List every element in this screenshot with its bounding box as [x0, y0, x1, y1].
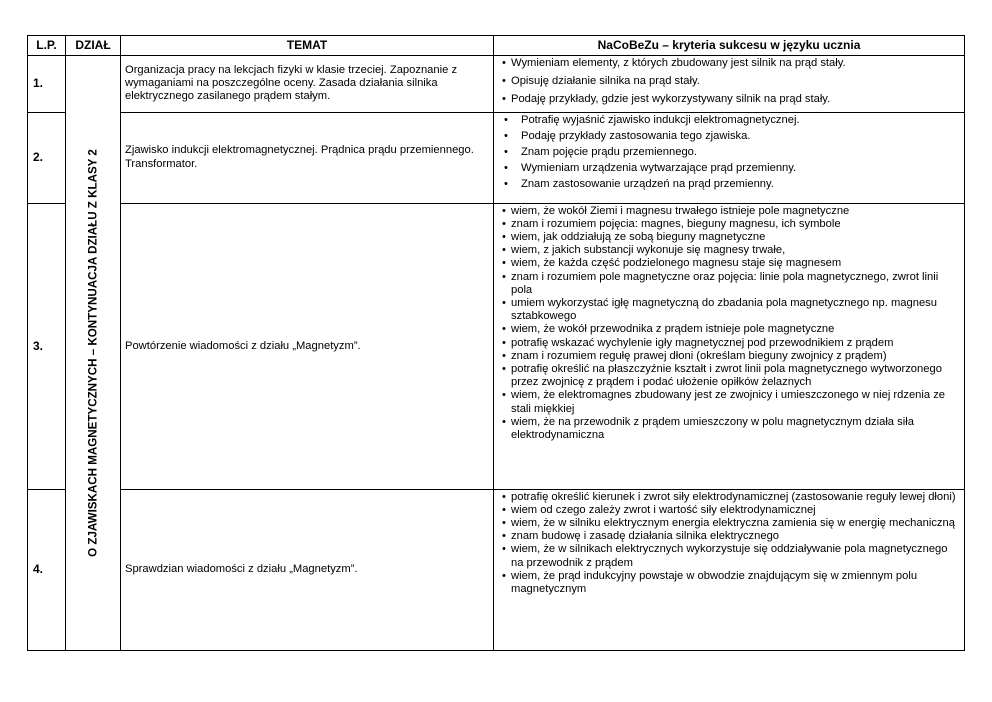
section-cell — [66, 56, 121, 651]
criteria-item: • wiem, że na przewodnik z prądem umieszczony w polu magnetycznym działa siła elektrodynamiczna — [502, 416, 962, 442]
topic-cell: Organizacja pracy na lekcjach fizyki w klasie trzeciej. Zapoznanie z wymaganiami na poszczególne oceny. Zasada działania silnika elektrycznego zasilanego prądem stałym. — [121, 56, 494, 113]
topic-cell: Sprawdzian wiadomości z działu „Magnetyzm”. — [121, 489, 494, 650]
criteria-list — [502, 205, 962, 443]
criteria-item: • wiem, że w silniku elektrycznym energia elektryczna zamienia się w energię mechaniczną — [502, 517, 962, 530]
table-row — [28, 112, 965, 203]
criteria-item: • potrafię określić kierunek i zwrot siły elektrodynamicznej (zastosowanie reguły lewej dłoni) — [502, 491, 962, 504]
criteria-item: • wiem, że elektromagnes zbudowany jest ze zwojnicy i umieszczonego w niej rdzenia ze stali miękkiej — [502, 389, 962, 415]
criteria-item: • znam budowę i zasadę działania silnika elektrycznego — [502, 530, 962, 543]
criteria-item: • Wymieniam elementy, z których zbudowany jest silnik na prąd stały. — [502, 57, 962, 70]
lesson-plan-table — [27, 35, 965, 651]
criteria-item: • wiem, z jakich substancji wykonuje się magnesy trwałe, — [502, 244, 962, 257]
criteria-item: • wiem, że wokół Ziemi i magnesu trwałego istnieje pole magnetyczne — [502, 205, 962, 218]
header-row — [28, 36, 965, 56]
criteria-item: • wiem, że wokół przewodnika z prądem istnieje pole magnetyczne — [502, 323, 962, 336]
table-row — [28, 56, 965, 113]
criteria-cell — [494, 56, 965, 113]
criteria-item: • Wymieniam urządzenia wytwarzające prąd przemienny. — [502, 162, 962, 175]
row-number: 4. — [28, 489, 66, 650]
criteria-list — [502, 114, 962, 192]
table-row — [28, 203, 965, 489]
criteria-item: • umiem wykorzystać igłę magnetyczną do zbadania pola magnetycznego np. magnesu sztabkowego — [502, 297, 962, 323]
row-number: 3. — [28, 203, 66, 489]
criteria-item: • wiem od czego zależy zwrot i wartość siły elektrodynamicznej — [502, 504, 962, 517]
topic-cell: Zjawisko indukcji elektromagnetycznej. Prądnica prądu przemiennego. Transformator. — [121, 112, 494, 203]
criteria-item: • Potrafię wyjaśnić zjawisko indukcji elektromagnetycznej. — [502, 114, 962, 127]
criteria-item: • wiem, że prąd indukcyjny powstaje w obwodzie znajdującym się w zmiennym polu magnetycznym — [502, 570, 962, 596]
row-number: 1. — [28, 56, 66, 113]
criteria-item: • Znam zastosowanie urządzeń na prąd przemienny. — [502, 178, 962, 191]
table-row — [28, 489, 965, 650]
criteria-list — [502, 57, 962, 107]
criteria-item: • wiem, że w silnikach elektrycznych wykorzystuje się oddziaływanie pola magnetycznego na przewodnik z prądem — [502, 543, 962, 569]
row-number: 2. — [28, 112, 66, 203]
criteria-item: • Opisuję działanie silnika na prąd stały. — [502, 75, 962, 88]
criteria-cell — [494, 112, 965, 203]
criteria-item: • wiem, jak oddziałują ze sobą bieguny magnetyczne — [502, 231, 962, 244]
criteria-item: • znam i rozumiem pole magnetyczne oraz pojęcia: linie pola magnetycznego, zwrot linii pola — [502, 271, 962, 297]
topic-cell: Powtórzenie wiadomości z działu „Magnetyzm”. — [121, 203, 494, 489]
criteria-list — [502, 491, 962, 597]
criteria-item: • potrafię określić na płaszczyźnie kształt i zwrot linii pola magnetycznego wytworzonego przez zwojnicę z prądem i podać ułożenie opiłków żelaznych — [502, 363, 962, 389]
criteria-item: • Znam pojęcie prądu przemiennego. — [502, 146, 962, 159]
criteria-item: • potrafię wskazać wychylenie igły magnetycznej pod przewodnikiem z prądem — [502, 337, 962, 350]
criteria-item: • Podaję przykłady, gdzie jest wykorzystywany silnik na prąd stały. — [502, 93, 962, 106]
section-name: O ZJAWISKACH MAGNETYCZNYCH – KONTYNUACJA DZIAŁU Z KLASY 2 — [86, 148, 100, 557]
header-kryteria: NaCoBeZu – kryteria sukcesu w języku ucznia — [494, 36, 965, 56]
header-dzial: DZIAŁ — [66, 36, 121, 56]
criteria-cell — [494, 489, 965, 650]
criteria-item: • Podaję przykłady zastosowania tego zjawiska. — [502, 130, 962, 143]
criteria-cell — [494, 203, 965, 489]
header-lp: L.P. — [28, 36, 66, 56]
criteria-item: • wiem, że każda część podzielonego magnesu staje się magnesem — [502, 257, 962, 270]
criteria-item: • znam i rozumiem regułę prawej dłoni (określam bieguny zwojnicy z prądem) — [502, 350, 962, 363]
header-temat: TEMAT — [121, 36, 494, 56]
criteria-item: • znam i rozumiem pojęcia: magnes, bieguny magnesu, ich symbole — [502, 218, 962, 231]
